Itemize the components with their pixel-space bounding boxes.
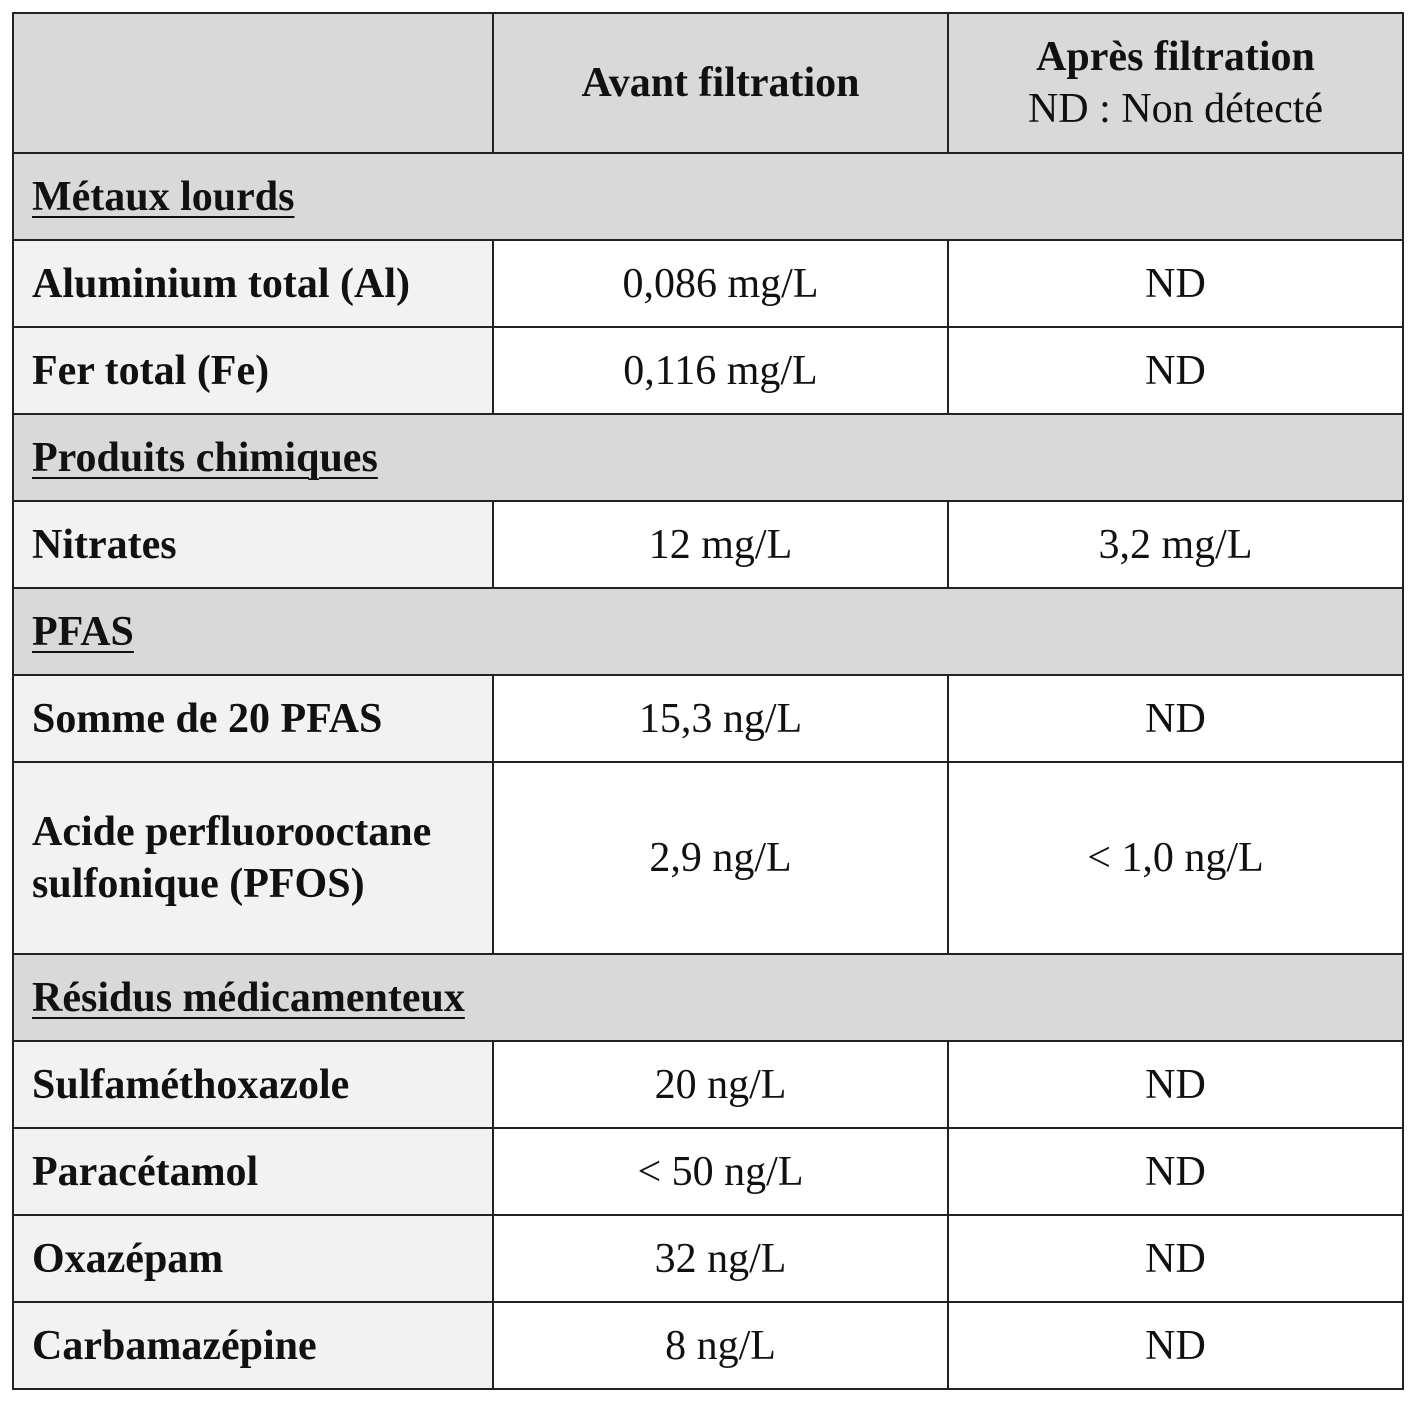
value-before: 2,9 ng/L <box>493 762 948 954</box>
substance-name: Acide perfluorooctane sulfonique (PFOS) <box>13 762 493 954</box>
table-row <box>13 501 1403 588</box>
value-after: ND <box>948 1215 1403 1302</box>
value-before: 32 ng/L <box>493 1215 948 1302</box>
table-row <box>13 762 1403 954</box>
substance-name: Oxazépam <box>13 1215 493 1302</box>
header-before-filtration: Avant filtration <box>493 13 948 153</box>
table-row <box>13 327 1403 414</box>
substance-name: Paracétamol <box>13 1128 493 1215</box>
value-before: 15,3 ng/L <box>493 675 948 762</box>
section-row-heavy-metals <box>13 153 1403 240</box>
substance-name: Carbamazépine <box>13 1302 493 1389</box>
section-title: Métaux lourds <box>13 153 1403 240</box>
table-row <box>13 1128 1403 1215</box>
value-after: ND <box>948 240 1403 327</box>
value-before: 12 mg/L <box>493 501 948 588</box>
table-row <box>13 1302 1403 1389</box>
value-after: < 1,0 ng/L <box>948 762 1403 954</box>
value-after: 3,2 mg/L <box>948 501 1403 588</box>
section-title: Produits chimiques <box>13 414 1403 501</box>
results-table <box>12 12 1404 1390</box>
value-before: 0,116 mg/L <box>493 327 948 414</box>
section-title: Résidus médicamenteux <box>13 954 1403 1041</box>
value-before: 20 ng/L <box>493 1041 948 1128</box>
substance-name: Nitrates <box>13 501 493 588</box>
table-row <box>13 1215 1403 1302</box>
substance-name: Somme de 20 PFAS <box>13 675 493 762</box>
value-after: ND <box>948 675 1403 762</box>
section-row-drug-residues <box>13 954 1403 1041</box>
table-row <box>13 1041 1403 1128</box>
section-row-chemicals <box>13 414 1403 501</box>
value-before: 0,086 mg/L <box>493 240 948 327</box>
value-after: ND <box>948 1128 1403 1215</box>
substance-name: Sulfaméthoxazole <box>13 1041 493 1128</box>
table-row <box>13 675 1403 762</box>
section-title: PFAS <box>13 588 1403 675</box>
header-row <box>13 13 1403 153</box>
substance-name: Fer total (Fe) <box>13 327 493 414</box>
value-before: < 50 ng/L <box>493 1128 948 1215</box>
header-nd-legend: ND : Non détecté <box>1027 86 1324 132</box>
value-after: ND <box>948 1041 1403 1128</box>
section-row-pfas <box>13 588 1403 675</box>
header-empty-cell <box>13 13 493 153</box>
table-row <box>13 240 1403 327</box>
value-before: 8 ng/L <box>493 1302 948 1389</box>
header-after-filtration-title: Après filtration <box>1036 34 1315 80</box>
value-after: ND <box>948 327 1403 414</box>
substance-name: Aluminium total (Al) <box>13 240 493 327</box>
header-after-filtration <box>948 13 1403 153</box>
value-after: ND <box>948 1302 1403 1389</box>
